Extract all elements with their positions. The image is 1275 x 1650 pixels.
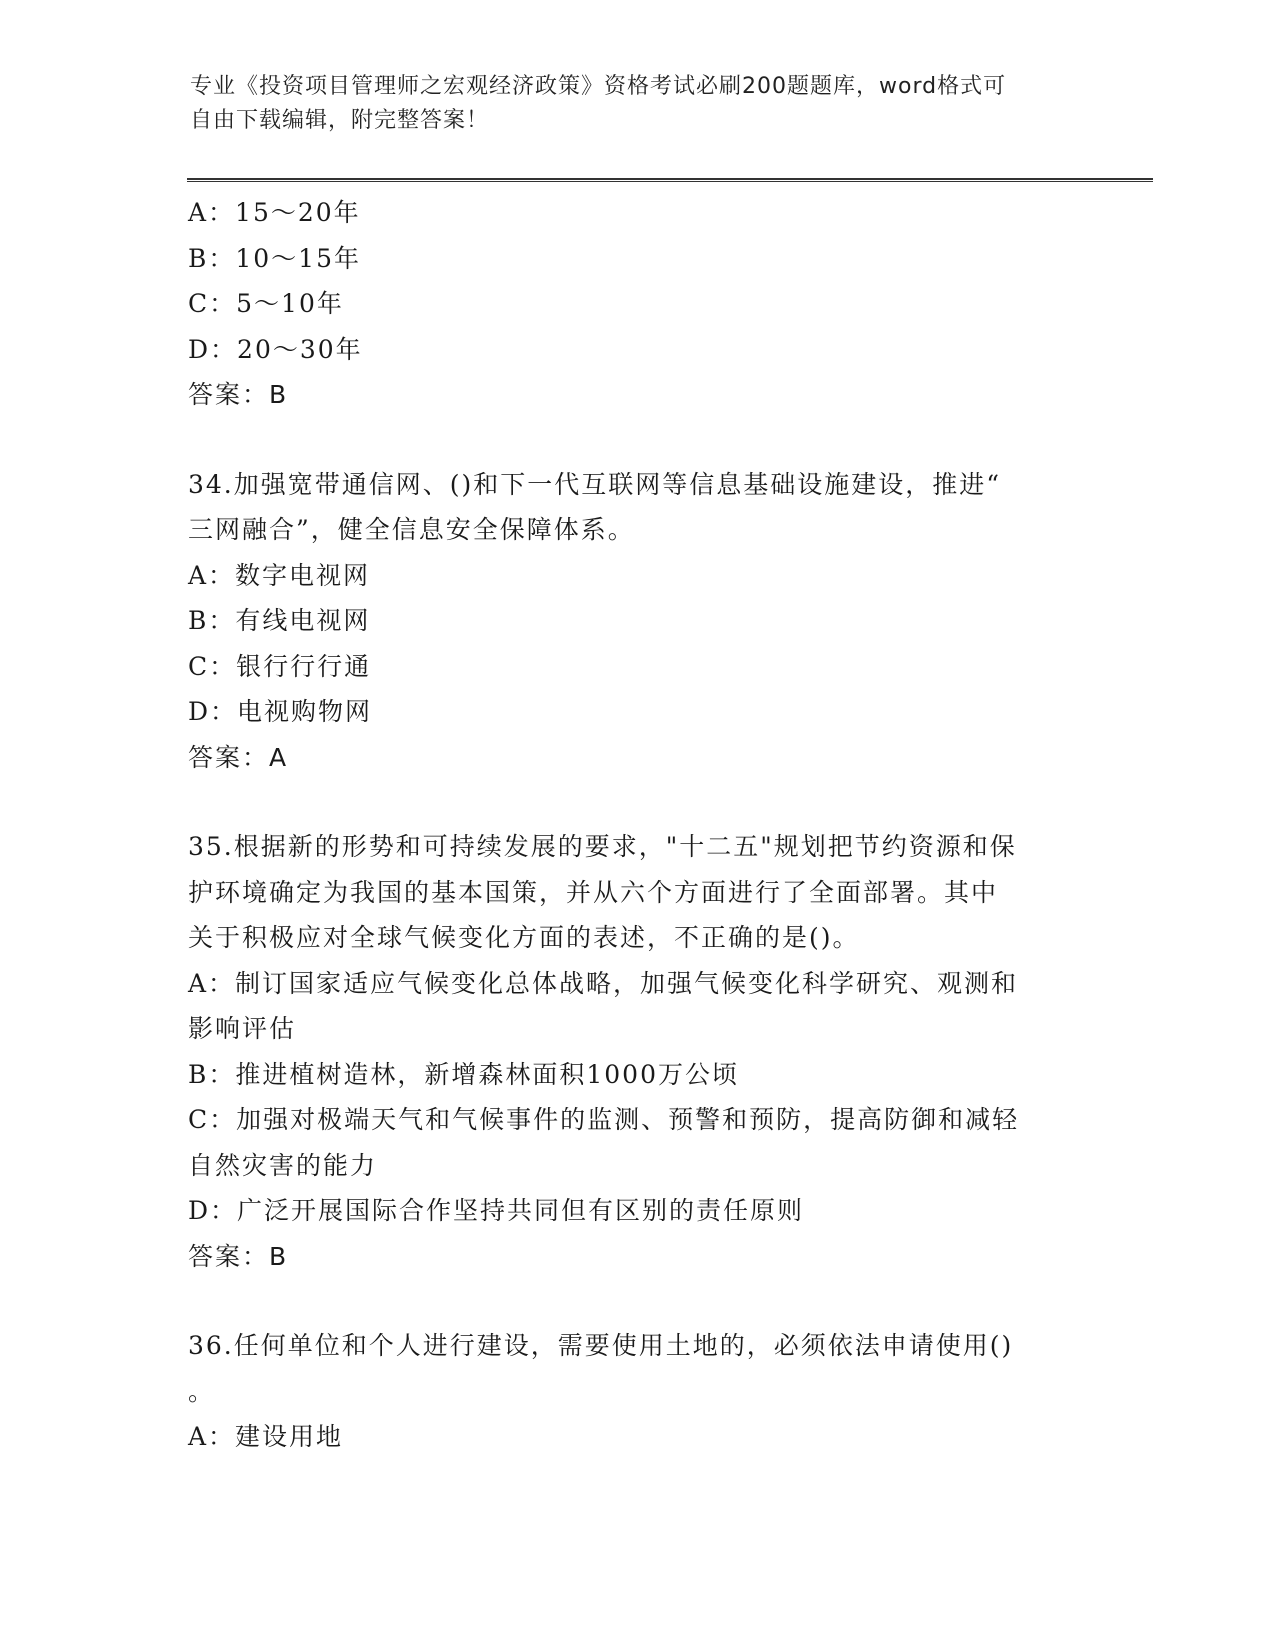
q35-option-c-line-2: 自然灾害的能力 bbox=[188, 1150, 378, 1180]
q35-stem-line-2: 护环境确定为我国的基本国策，并从六个方面进行了全面部署。其中 bbox=[188, 877, 999, 907]
page-header bbox=[190, 70, 1080, 138]
q35-option-d: D：广泛开展国际合作坚持共同但有区别的责任原则 bbox=[188, 1196, 805, 1225]
question-spacer bbox=[188, 780, 1088, 824]
q36-stem-line-1: 36.任何单位和个人进行建设，需要使用土地的，必须依法申请使用() bbox=[188, 1331, 1014, 1360]
q35-stem-line-3: 关于积极应对全球气候变化方面的表述，不正确的是()。 bbox=[188, 923, 860, 952]
q34-option-b: B：有线电视网 bbox=[188, 606, 371, 635]
q35-stem-line-1: 35.根据新的形势和可持续发展的要求，"十二五"规划把节约资源和保 bbox=[188, 832, 1017, 861]
q35-option-a-line-2: 影响评估 bbox=[188, 1014, 297, 1043]
q34-stem-line-1: 34.加强宽带通信网、()和下一代互联网等信息基础设施建设，推进“ bbox=[188, 469, 1002, 499]
q35-option-b: B：推进植树造林，新增森林面积1000万公顷 bbox=[188, 1059, 739, 1089]
question-content bbox=[188, 190, 1088, 1460]
question-34-block bbox=[188, 462, 1088, 781]
q33-option-a: A：15～20年 bbox=[188, 198, 361, 227]
q35-option-a-line-1: A：制订国家适应气候变化总体战略，加强气候变化科学研究、观测和 bbox=[188, 968, 1019, 998]
q35-option-c-line-1: C：加强对极端天气和气候事件的监测、预警和预防，提高防御和减轻 bbox=[188, 1105, 1020, 1134]
question-35-block bbox=[188, 824, 1088, 1279]
q36-stem-line-2: 。 bbox=[188, 1376, 216, 1406]
q33-option-d: D：20～30年 bbox=[188, 334, 363, 364]
header-title-line-2: 自由下载编辑，附完整答案！ bbox=[190, 108, 490, 133]
question-33-block bbox=[188, 190, 1088, 418]
q33-option-b: B：10～15年 bbox=[188, 243, 361, 273]
q34-option-d: D：电视购物网 bbox=[188, 697, 373, 726]
q35-answer: 答案：B bbox=[188, 1241, 289, 1271]
q34-option-c: C：银行行行通 bbox=[188, 651, 372, 681]
q36-option-a: A：建设用地 bbox=[188, 1422, 344, 1451]
question-spacer bbox=[188, 418, 1088, 462]
header-title-line-1: 专业《投资项目管理师之宏观经济政策》资格考试必刷200题题库，word格式可 bbox=[190, 74, 1007, 99]
question-36-block bbox=[188, 1323, 1088, 1460]
question-spacer bbox=[188, 1279, 1088, 1323]
q33-answer: 答案：B bbox=[188, 380, 289, 409]
q33-option-c: C：5～10年 bbox=[188, 289, 344, 318]
q34-answer: 答案：A bbox=[188, 742, 289, 772]
header-divider bbox=[187, 178, 1153, 182]
q34-option-a: A：数字电视网 bbox=[188, 560, 371, 590]
q34-stem-line-2: 三网融合”，健全信息安全保障体系。 bbox=[188, 515, 635, 544]
